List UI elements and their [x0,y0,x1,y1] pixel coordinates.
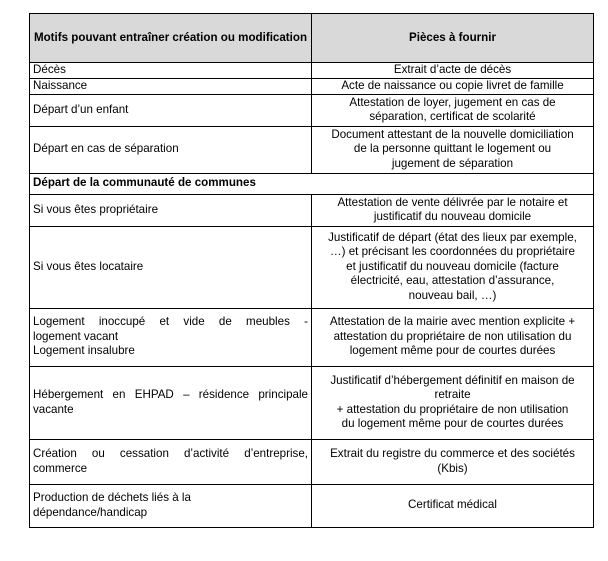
pieces-text: logement même pour de courtes durées [349,344,556,358]
pieces-text: retraite [434,388,471,401]
header-pieces: Pièces à fournir [312,14,594,63]
motif-text: vacante [33,402,74,416]
pieces-text: Extrait d’acte de décès [393,63,512,76]
motif-text: Si vous êtes locataire [33,259,144,273]
pieces-cell [312,308,594,366]
motif-text: Si vous êtes propriétaire [33,202,159,216]
table-row [30,78,594,94]
motif-cell [30,94,312,126]
motif-text: Départ en cas de séparation [33,142,179,156]
motif-text: Logement inoccupé et vide de meubles - [33,315,308,329]
pieces-text: …) et précisant les coordonnées du propriétaire [330,245,575,259]
motif-text: Décès [33,63,66,76]
table-row [30,366,594,439]
table-row [30,308,594,366]
motif-text: Création ou cessation d’activité d’entreprise, [33,447,308,460]
pieces-text: + attestation du propriétaire de non utilisation [336,402,569,416]
motif-text: Production de déchets liés à la [33,491,191,504]
pieces-text: Extrait du registre du commerce et des sociétés [330,447,575,460]
table-row [30,126,594,173]
pieces-text: justificatif du nouveau domicile [373,210,532,223]
section-title: Départ de la communauté de communes [30,173,594,194]
pieces-cell [312,226,594,308]
motif-cell [30,308,312,366]
pieces-text: Attestation de la mairie avec mention explicite + [329,315,576,329]
pieces-text: Justificatif d’hébergement définitif en maison de [330,373,575,387]
motif-cell [30,63,312,79]
motif-cell [30,484,312,527]
motif-text: logement vacant [33,329,119,343]
pieces-text: jugement de séparation [391,156,514,170]
pieces-cell [312,194,594,226]
motif-text: Logement insalubre [33,344,135,358]
motif-text: Hébergement en EHPAD – résidence principale [33,388,308,401]
pieces-text: de la personne quittant le logement ou [353,142,552,156]
pieces-text: Justificatif de départ (état des lieux par exemple, [328,230,577,244]
table-row [30,439,594,484]
pieces-cell [312,439,594,484]
motif-cell [30,78,312,94]
table-row [30,226,594,308]
pieces-text: électricité, eau, attestation d’assurance, [350,274,555,288]
table-header-row [30,14,594,63]
pieces-text: Document attestant de la nouvelle domiciliation [331,127,574,141]
pieces-text: (Kbis) [437,461,468,475]
table-row [30,484,594,527]
motif-text: Naissance [33,78,88,92]
pieces-text: Attestation de loyer, jugement en cas de [349,95,556,109]
motif-cell [30,226,312,308]
pieces-cell [312,94,594,126]
motif-text: dépendance/handicap [33,505,148,519]
table-row [30,94,594,126]
pieces-text: et justificatif du nouveau domicile (facture [346,259,559,273]
table-row [30,63,594,79]
pieces-cell [312,63,594,79]
pieces-cell [312,484,594,527]
header-motifs: Motifs pouvant entraîner création ou modification [30,14,312,63]
motifs-pieces-table [29,13,594,528]
pieces-text: Attestation de vente délivrée par le notaire et [337,195,568,209]
pieces-text: séparation, certificat de scolarité [369,110,536,123]
table-row [30,194,594,226]
motif-cell [30,366,312,439]
motif-cell [30,194,312,226]
pieces-text: Certificat médical [408,498,497,512]
motif-cell [30,126,312,173]
pieces-text: Acte de naissance ou copie livret de famille [341,78,564,92]
pieces-cell [312,78,594,94]
pieces-text: nouveau bail, …) [408,288,497,302]
motif-cell [30,439,312,484]
motif-text: commerce [33,461,88,475]
pieces-text: attestation du propriétaire de non utilisation du [333,329,572,343]
motif-text: Départ d’un enfant [33,102,129,116]
pieces-cell [312,126,594,173]
pieces-text: du logement même pour de courtes durées [341,417,564,430]
pieces-cell [312,366,594,439]
section-row [30,173,594,194]
